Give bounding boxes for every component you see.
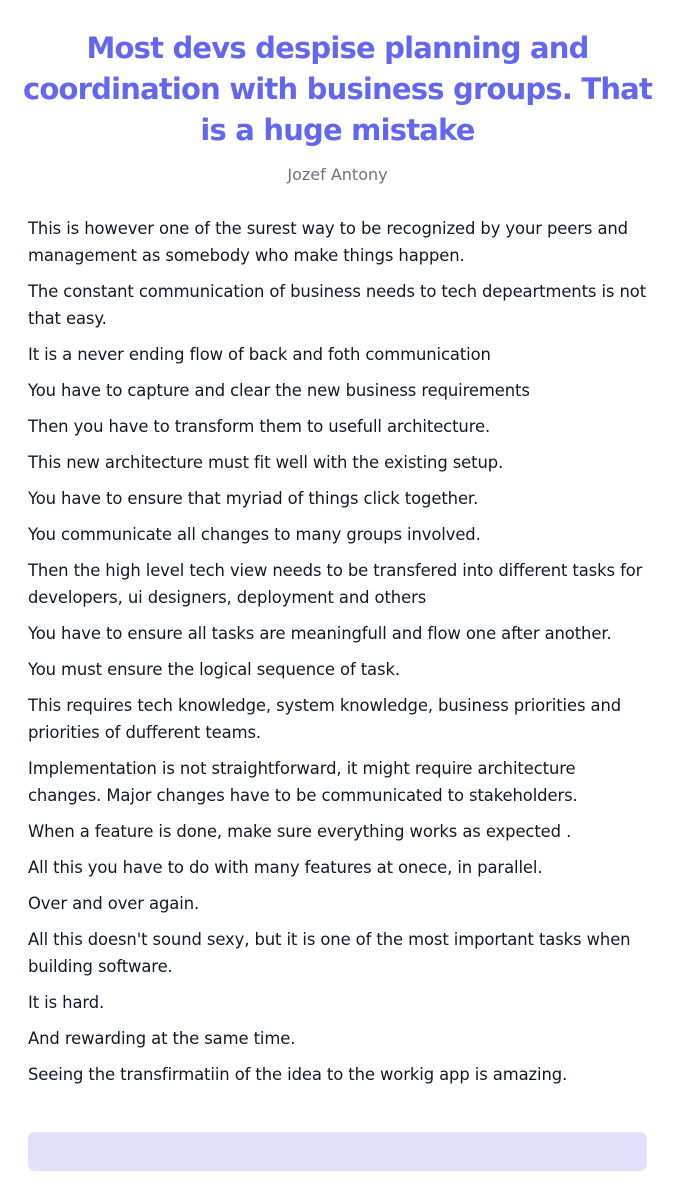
article-title: Most devs despise planning and coordination with business groups. That is a huge mistake <box>22 31 653 147</box>
article-author: Jozef Antony <box>287 165 388 184</box>
paragraph: It is hard. <box>28 993 105 1012</box>
paragraph: You must ensure the logical sequence of task. <box>28 660 400 679</box>
paragraph: It is a never ending flow of back and foth communication <box>28 345 491 364</box>
paragraph: You have to ensure that myriad of things click together. <box>28 489 479 508</box>
footer-bar <box>28 1132 647 1171</box>
paragraph: This requires tech knowledge, system knowledge, business priorities and priorities of dufferent teams. <box>28 696 622 742</box>
paragraph: You have to capture and clear the new business requirements <box>28 381 530 400</box>
paragraph: Then you have to transform them to usefull architecture. <box>28 417 491 436</box>
paragraph: The constant communication of business needs to tech depeartments is not that easy. <box>28 282 647 328</box>
article-body <box>28 215 653 1097</box>
paragraph: All this doesn't sound sexy, but it is one of the most important tasks when building software. <box>28 930 631 976</box>
paragraph: You have to ensure all tasks are meaningfull and flow one after another. <box>28 624 612 643</box>
paragraph: Over and over again. <box>28 894 200 913</box>
paragraph: Seeing the transfirmatiin of the idea to the workig app is amazing. <box>28 1065 568 1084</box>
paragraph: And rewarding at the same time. <box>28 1029 296 1048</box>
paragraph: Implementation is not straightforward, it might require architecture changes. Major changes have to be communicated to stakeholders. <box>28 759 578 805</box>
paragraph: This new architecture must fit well with the existing setup. <box>28 453 504 472</box>
paragraph: When a feature is done, make sure everything works as expected . <box>28 822 572 841</box>
paragraph: All this you have to do with many features at onece, in parallel. <box>28 858 543 877</box>
paragraph: This is however one of the surest way to be recognized by your peers and management as somebody who make things happen. <box>28 219 628 265</box>
paragraph: You communicate all changes to many groups involved. <box>28 525 481 544</box>
paragraph: Then the high level tech view needs to be transfered into different tasks for developers, ui designers, deployment and others <box>28 561 643 607</box>
